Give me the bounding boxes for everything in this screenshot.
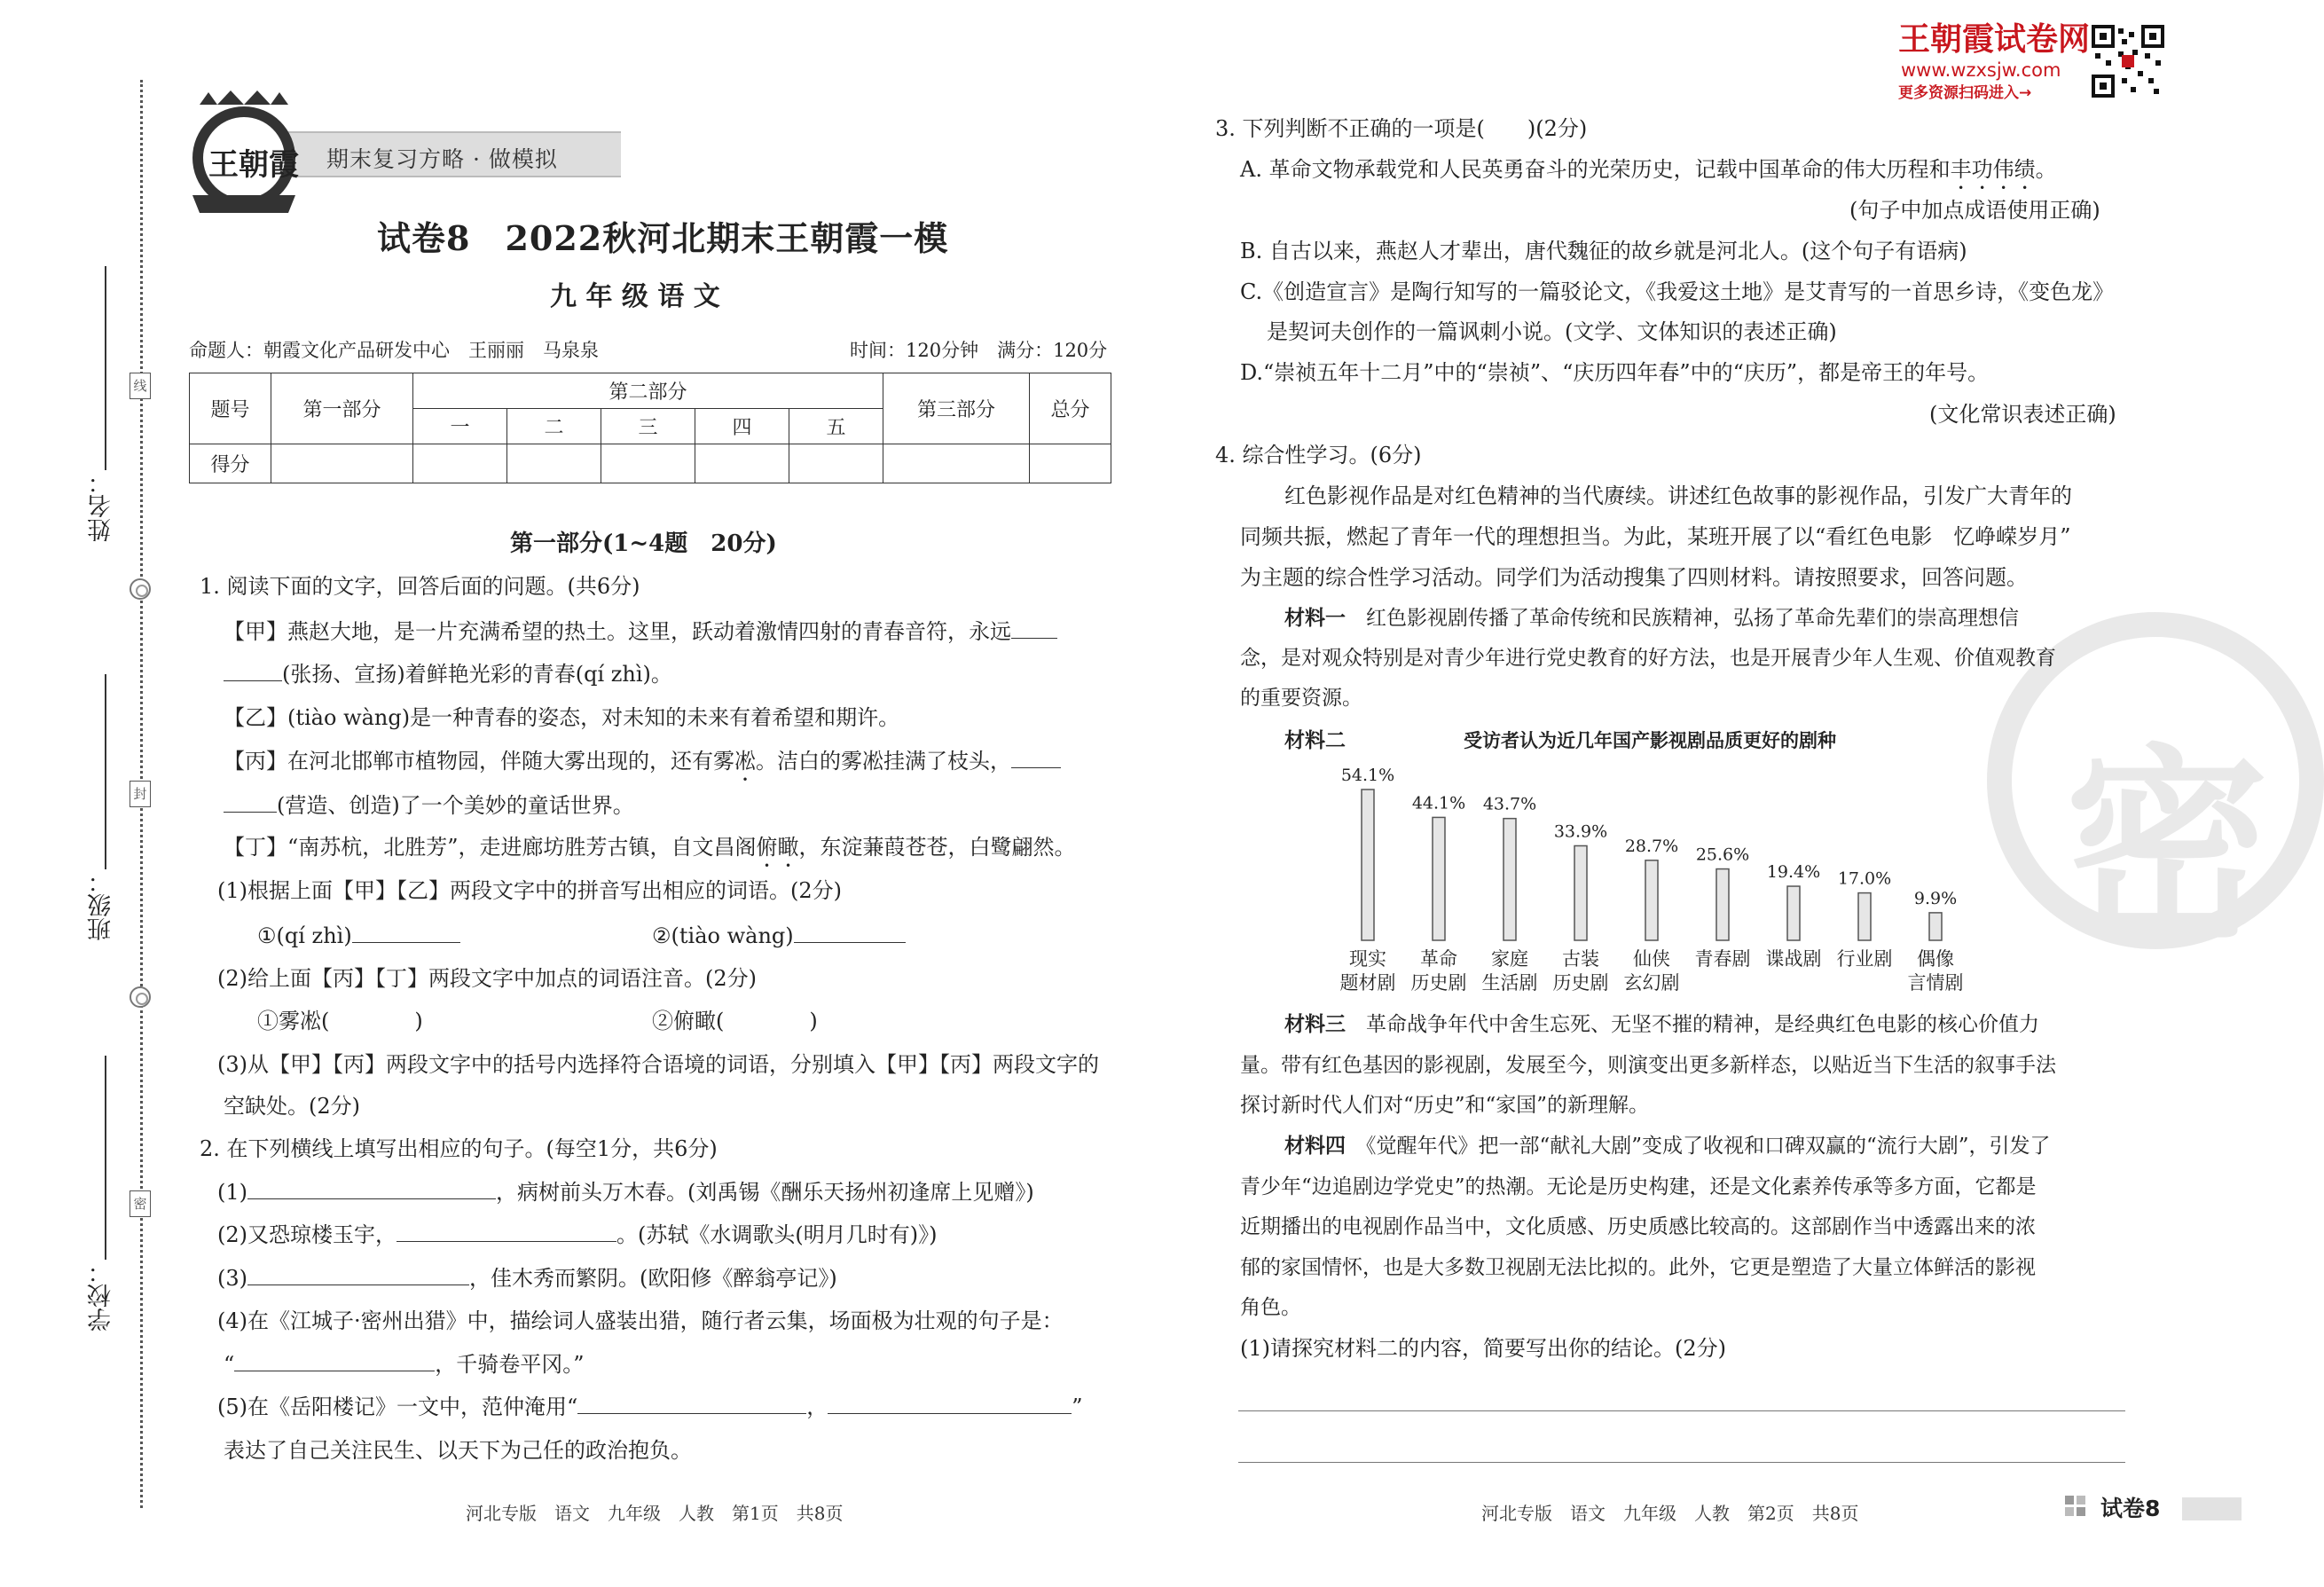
q4-intro-1: 红色影视作品是对红色精神的当代赓续。讲述红色故事的影视作品，引发广大青年的 — [1284, 483, 2072, 508]
q4-intro-3: 为主题的综合性学习活动。同学们为活动搜集了四则材料。请按照要求，回答问题。 — [1240, 565, 2028, 590]
table-header-part2: 第二部分 — [413, 373, 883, 409]
chart-value-label: 9.9% — [1913, 888, 1958, 908]
passage-ding: 【丁】“南苏杭，北胜芳”，走进廊坊胜芳古镇，自文昌阁俯瞰，东淀蒹葭苍苍，白鹭翩然。 — [224, 835, 1076, 860]
q1-3-line1: (3)从【甲】【丙】两段文字中的括号内选择符合语境的词语，分别填入【甲】【丙】两段文字的 — [217, 1052, 1099, 1077]
brand-tip: 更多资源扫码进入→ — [1898, 84, 2032, 102]
answer-blank[interactable] — [794, 920, 906, 943]
chart-category-label: 仙侠 — [1633, 948, 1670, 970]
binding-margin — [0, 0, 169, 1587]
class-label: 班级： — [88, 869, 115, 941]
score-cell[interactable] — [507, 444, 601, 483]
bing-blank[interactable] — [1011, 745, 1061, 768]
chart-category-label: 家庭 — [1491, 948, 1528, 970]
q2-4-line1: (4)在《江城子·密州出猎》中，描绘词人盛装出猎，随行者云集，场面极为壮观的句子是： — [217, 1308, 1064, 1333]
mi-watermark: 密 — [1987, 612, 2324, 949]
exam-title: 试卷8 2022秋河北期末王朝霞一模 — [377, 218, 949, 258]
qr-code-icon[interactable] — [2092, 25, 2164, 98]
chart-bar — [1504, 819, 1516, 940]
page-footer-right: 河北专版 语文 九年级 人教 第2页 共8页 — [1481, 1503, 1859, 1524]
chart-bar — [1433, 817, 1445, 940]
chart-category-label: 偶像 — [1917, 948, 1954, 970]
chart-bar — [1929, 913, 1942, 940]
chart-bar — [1574, 845, 1587, 940]
table-sub-3: 三 — [601, 409, 695, 444]
jia-blank[interactable] — [1011, 616, 1057, 639]
brand-title: 王朝霞试卷网 — [1898, 21, 2091, 58]
chart-category-label: 题材剧 — [1339, 972, 1396, 994]
jia-blank[interactable] — [224, 658, 282, 681]
q1-2: (2)给上面【丙】【丁】两段文字中加点的词语注音。(2分) — [217, 966, 757, 991]
wangzhaoxia-logo — [182, 89, 306, 222]
q2-1: (1) ，病树前头万木春。(刘禹锡《酬乐天扬州初逢席上见赠》) — [217, 1176, 1034, 1207]
q1-2a[interactable]: ①雾凇( ) — [257, 1009, 423, 1033]
chart-category-label: 言情剧 — [1907, 972, 1964, 994]
q3-stem: 3. 下列判断不正确的一项是( )(2分) — [1215, 116, 1588, 141]
seal-char-xian: 线 — [130, 373, 151, 399]
chart-value-label: 28.7% — [1624, 836, 1679, 856]
q4-intro-2: 同频共振，燃起了青年一代的理想担当。为此，某班开展了以“看红色电影 忆峥嵘岁月” — [1240, 524, 2071, 549]
score-cell[interactable] — [413, 444, 507, 483]
corner-bar — [2182, 1497, 2242, 1520]
chart-value-label: 44.1% — [1411, 793, 1466, 813]
material-3-line2: 量。带有红色基因的影视剧，发展至今，则演变出更多新样态，以贴近当下生活的叙事手法 — [1240, 1054, 2056, 1077]
q3-d-line1: D.“崇祯五年十二月”中的“崇祯”、“庆历四年春”中的“庆历”，都是帝王的年号。 — [1240, 360, 1990, 385]
exam-subtitle: 九 年 级 语 文 — [550, 281, 720, 312]
q1-2b[interactable]: ②俯瞰( ) — [652, 1009, 818, 1033]
chart-value-label: 25.6% — [1695, 845, 1750, 865]
chart-value-label: 19.4% — [1766, 862, 1821, 883]
answer-blank[interactable] — [577, 1391, 806, 1414]
chart-category-label: 谍战剧 — [1765, 948, 1822, 970]
answer-blank[interactable] — [234, 1348, 435, 1371]
page-footer-left: 河北专版 语文 九年级 人教 第1页 共8页 — [466, 1503, 844, 1524]
score-cell[interactable] — [695, 444, 789, 483]
table-sub-2: 二 — [507, 409, 601, 444]
passage-jia-line1: 【甲】燕赵大地，是一片充满希望的热土。这里，跃动着激情四射的青春音符，永远 — [224, 616, 1057, 647]
chart-bar — [1362, 790, 1374, 940]
header-banner — [286, 131, 621, 177]
answer-line[interactable] — [1238, 1462, 2125, 1463]
banner-text: 期末复习方略 · 做模拟 — [326, 146, 558, 172]
table-sub-5: 五 — [789, 409, 883, 444]
chart-value-label: 33.9% — [1553, 821, 1608, 842]
q1-1b: ②(tiào wàng) — [652, 920, 906, 951]
answer-blank[interactable] — [247, 1262, 469, 1285]
q1-3-line2: 空缺处。(2分) — [224, 1094, 360, 1119]
chart-bar — [1787, 886, 1800, 940]
section-heading: 第一部分(1~4题 20分) — [510, 530, 777, 557]
passage-jia-line2: (张扬、宣扬)着鲜艳光彩的青春(qí zhì)。 — [224, 658, 672, 689]
table-header-tihao: 题号 — [190, 373, 271, 444]
q4-1: (1)请探究材料二的内容，简要写出你的结论。(2分) — [1240, 1336, 1726, 1361]
score-cell[interactable] — [789, 444, 883, 483]
answer-line[interactable] — [1238, 1410, 2125, 1411]
score-cell[interactable] — [1030, 444, 1111, 483]
time-score: 时间：120分钟 满分：120分 — [850, 340, 1108, 361]
score-table — [189, 373, 1111, 483]
q2-3: (3) ，佳木秀而繁阴。(欧阳修《醉翁亭记》) — [217, 1262, 837, 1293]
q3-c-line1: C.《创造宣言》是陶行知写的一篇驳论文，《我爱这土地》是艾青写的一首思乡诗，《变色龙》 — [1240, 279, 2115, 304]
chart-category-label: 生活剧 — [1481, 972, 1538, 994]
material-4-line4: 郁的家国情怀，也是大多数卫视剧无法比拟的。此外，它更是塑造了大量立体鲜活的影视 — [1240, 1256, 2036, 1279]
corner-exam-no: 试卷8 — [2100, 1496, 2161, 1521]
material-1-line1: 材料一 红色影视剧传播了革命传统和民族精神，弘扬了革命先辈们的崇高理想信 — [1284, 607, 2019, 630]
chart-value-label: 54.1% — [1340, 766, 1395, 785]
passage-yi: 【乙】(tiào wàng)是一种青春的姿态，对未知的未来有着希望和期许。 — [224, 705, 900, 730]
q3-b: B. 自古以来，燕赵人才辈出，唐代魏征的故乡就是河北人。(这个句子有语病) — [1240, 239, 1967, 263]
material-2-label: 材料二 — [1284, 729, 1346, 752]
q3-d-line2: (文化常识表述正确) — [1929, 402, 2116, 427]
table-sub-1: 一 — [413, 409, 507, 444]
logo-text: 王朝霞 — [208, 147, 299, 183]
material-4-line2: 青少年“边追剧边学党史”的热潮。无论是历史构建，还是文化素养传承等多方面，它都是 — [1240, 1175, 2037, 1198]
answer-blank[interactable] — [352, 920, 460, 943]
chart-category-label: 青春剧 — [1694, 948, 1751, 970]
chart-value-label: 17.0% — [1837, 868, 1892, 889]
q3-c-line2: 是契诃夫创作的一篇讽刺小说。(文学、文体知识的表述正确) — [1267, 319, 1837, 344]
table-sub-4: 四 — [695, 409, 789, 444]
bar-chart — [1331, 763, 2040, 1002]
swirl-icon — [130, 578, 151, 600]
material-3-line3: 探讨新时代人们对“历史”和“家国”的新理解。 — [1240, 1094, 1650, 1117]
material-4-line5: 角色。 — [1240, 1296, 1301, 1319]
chart-bar — [1716, 869, 1729, 940]
q1-stem: 1. 阅读下面的文字，回答后面的问题。(共6分) — [200, 574, 640, 599]
name-field[interactable] — [105, 266, 106, 470]
bing-blank[interactable] — [224, 790, 277, 813]
q2-5-line2: 表达了自己关注民生、以天下为己任的政治抱负。 — [224, 1438, 692, 1463]
chart-category-label: 现实 — [1349, 948, 1386, 970]
material-4-line3: 近期播出的电视剧作品当中，文化质感、历史质感比较高的。这部剧作当中透露出来的浓 — [1240, 1215, 2036, 1238]
corner-squares-icon — [2065, 1496, 2086, 1517]
school-label: 学校： — [88, 1260, 115, 1332]
chart-category-label: 革命 — [1420, 948, 1457, 970]
material-1-line3: 的重要资源。 — [1240, 687, 1362, 710]
q3-a-line2: (句子中加点成语使用正确) — [1849, 198, 2100, 223]
table-row-score: 得分 — [190, 444, 271, 483]
authors: 命题人：朝霞文化产品研发中心 王丽丽 马泉泉 — [189, 340, 599, 361]
answer-blank[interactable] — [396, 1219, 616, 1242]
q1-1a: ①(qí zhì) — [257, 920, 460, 951]
material-4-line1: 材料四 《觉醒年代》把一部“献礼大剧”变成了收视和口碑双赢的“流行大剧”，引发了 — [1284, 1135, 2051, 1158]
chart-category-label: 历史剧 — [1410, 972, 1467, 994]
q2-4-line2: “ ，千骑卷平冈。” — [224, 1348, 585, 1379]
chart-bar — [1645, 860, 1658, 940]
q2-2: (2)又恐琼楼玉宇， 。(苏轼《水调歌头(明月几时有)》) — [217, 1219, 937, 1250]
table-header-total: 总分 — [1030, 373, 1111, 444]
chart-title: 受访者认为近几年国产影视剧品质更好的剧种 — [1464, 730, 1836, 751]
q2-stem: 2. 在下列横线上填写出相应的句子。(每空1分，共6分) — [200, 1136, 718, 1161]
class-field[interactable] — [105, 674, 106, 869]
table-header-part1: 第一部分 — [271, 373, 413, 444]
chart-value-label: 43.7% — [1482, 794, 1537, 814]
q4-stem: 4. 综合性学习。(6分) — [1215, 443, 1422, 467]
q2-5-line1: (5)在《岳阳楼记》一文中，范仲淹用“ ， ” — [217, 1391, 1083, 1422]
answer-blank[interactable] — [828, 1391, 1072, 1414]
swirl-icon — [130, 986, 151, 1008]
seal-char-mi: 密 — [130, 1190, 151, 1217]
material-1-line2: 念，是对观众特别是对青少年进行党史教育的好方法，也是开展青少年人生观、价值观教育 — [1240, 647, 2056, 670]
score-cell[interactable] — [601, 444, 695, 483]
q3-a-line1: A. 革命文物承载党和人民英勇奋斗的光荣历史，记载中国革命的伟大历程和丰功伟绩。 — [1240, 157, 2057, 182]
chart-bar — [1858, 893, 1871, 940]
material-3-line1: 材料三 革命战争年代中舍生忘死、无坚不摧的精神，是经典红色电影的核心价值力 — [1284, 1013, 2039, 1036]
chart-category-label: 玄幻剧 — [1623, 972, 1680, 994]
passage-bing-line2: (营造、创造)了一个美妙的童话世界。 — [224, 790, 634, 821]
chart-category-label: 古装 — [1562, 948, 1599, 970]
q1-1: (1)根据上面【甲】【乙】两段文字中的拼音写出相应的词语。(2分) — [217, 878, 842, 903]
chart-category-label: 行业剧 — [1836, 948, 1893, 970]
table-header-part3: 第三部分 — [883, 373, 1030, 444]
passage-bing-line1: 【丙】在河北邯郸市植物园，伴随大雾出现的，还有雾凇。洁白的雾凇挂满了枝头， — [224, 745, 1061, 786]
chart-category-label: 历史剧 — [1552, 972, 1609, 994]
score-cell[interactable] — [883, 444, 1030, 483]
answer-blank[interactable] — [247, 1176, 496, 1199]
school-field[interactable] — [105, 1056, 106, 1260]
brand-url: www.wzxsjw.com — [1901, 59, 2061, 81]
seal-char-feng: 封 — [130, 781, 151, 807]
score-cell[interactable] — [271, 444, 413, 483]
name-label: 姓名： — [88, 470, 115, 542]
